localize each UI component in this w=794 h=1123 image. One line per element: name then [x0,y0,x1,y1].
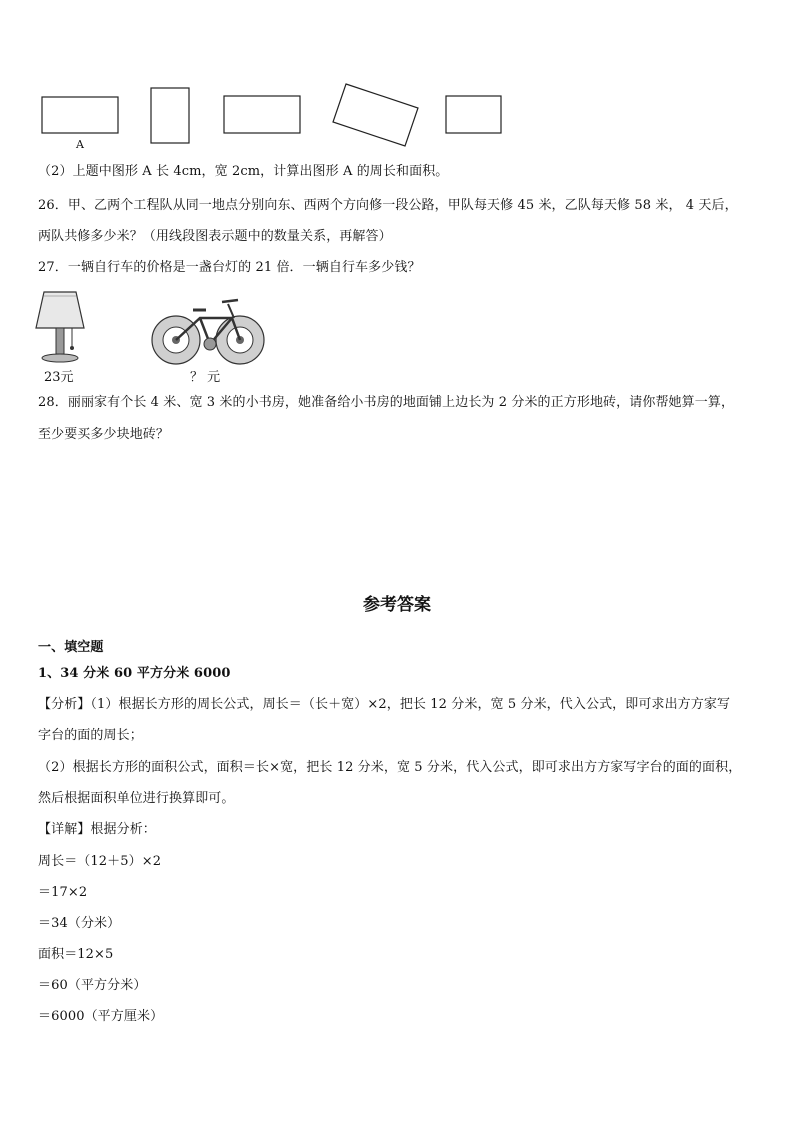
q28-line1: 28．丽丽家有个长 4 米、宽 3 米的小书房，她准备给小书房的地面铺上边长为 2 分米的正方形地砖，请你帮她算一算， [38,395,735,410]
rectangle-a-label: A [76,138,84,151]
q27-text: 27．一辆自行车的价格是一盏台灯的 21 倍．一辆自行车多少钱？ [38,260,421,275]
rectangle-rotated [333,84,418,146]
q26-line2: 两队共修多少米？（用线段图表示题中的数量关系，再解答） [38,229,392,244]
section-title: 一、填空题 [38,640,104,655]
q26-line1: 26．甲、乙两个工程队从同一地点分别向东、西两个方向修一段公路，甲队每天修 45 米，乙队每天修 58 米， 4 天后， [38,198,738,213]
answers-heading: 参考答案 [363,595,431,615]
rectangle-small [446,96,501,133]
bicycle-icon [148,290,268,370]
q25-part2: （2）上题中图形 A 长 4cm，宽 2cm，计算出图形 A 的周长和面积。 [38,164,449,179]
rectangle-tall [151,88,189,143]
analysis-line-4: 然后根据面积单位进行换算即可。 [38,791,235,806]
calc-line: ＝17×2 [38,885,88,900]
analysis-line-1: 【分析】（1）根据长方形的周长公式，周长＝（长＋宽）×2，把长 12 分米，宽 5 分米，代入公式，即可求出方方家写 [38,697,731,712]
bicycle-price: ？ 元 [190,370,221,385]
calc-line: ＝34（分米） [38,916,121,931]
analysis-line-3: （2）根据长方形的面积公式，面积＝长×宽，把长 12 分米，宽 5 分米，代入公式，即可求出方方家写字台的面的面积， [38,760,742,775]
rectangle-wide [224,96,300,133]
analysis-line-2: 字台的面的周长； [38,728,143,743]
lamp-price: 23元 [44,370,74,385]
calc-line: 面积＝12×5 [38,947,114,962]
q28-line2: 至少要买多少块地砖？ [38,427,170,442]
detail-heading: 【详解】根据分析： [38,822,156,837]
rectangles-figure [0,80,794,152]
calc-line: ＝60（平方分米） [38,978,147,993]
lamp-icon [30,288,90,368]
calc-line: ＝6000（平方厘米） [38,1009,164,1024]
calc-line: 周长＝（12＋5）×2 [38,854,162,869]
answer-1: 1、34 分米 60 平方分米 6000 [38,666,231,681]
rectangle-a [42,97,118,133]
q27-illustration [30,288,280,388]
